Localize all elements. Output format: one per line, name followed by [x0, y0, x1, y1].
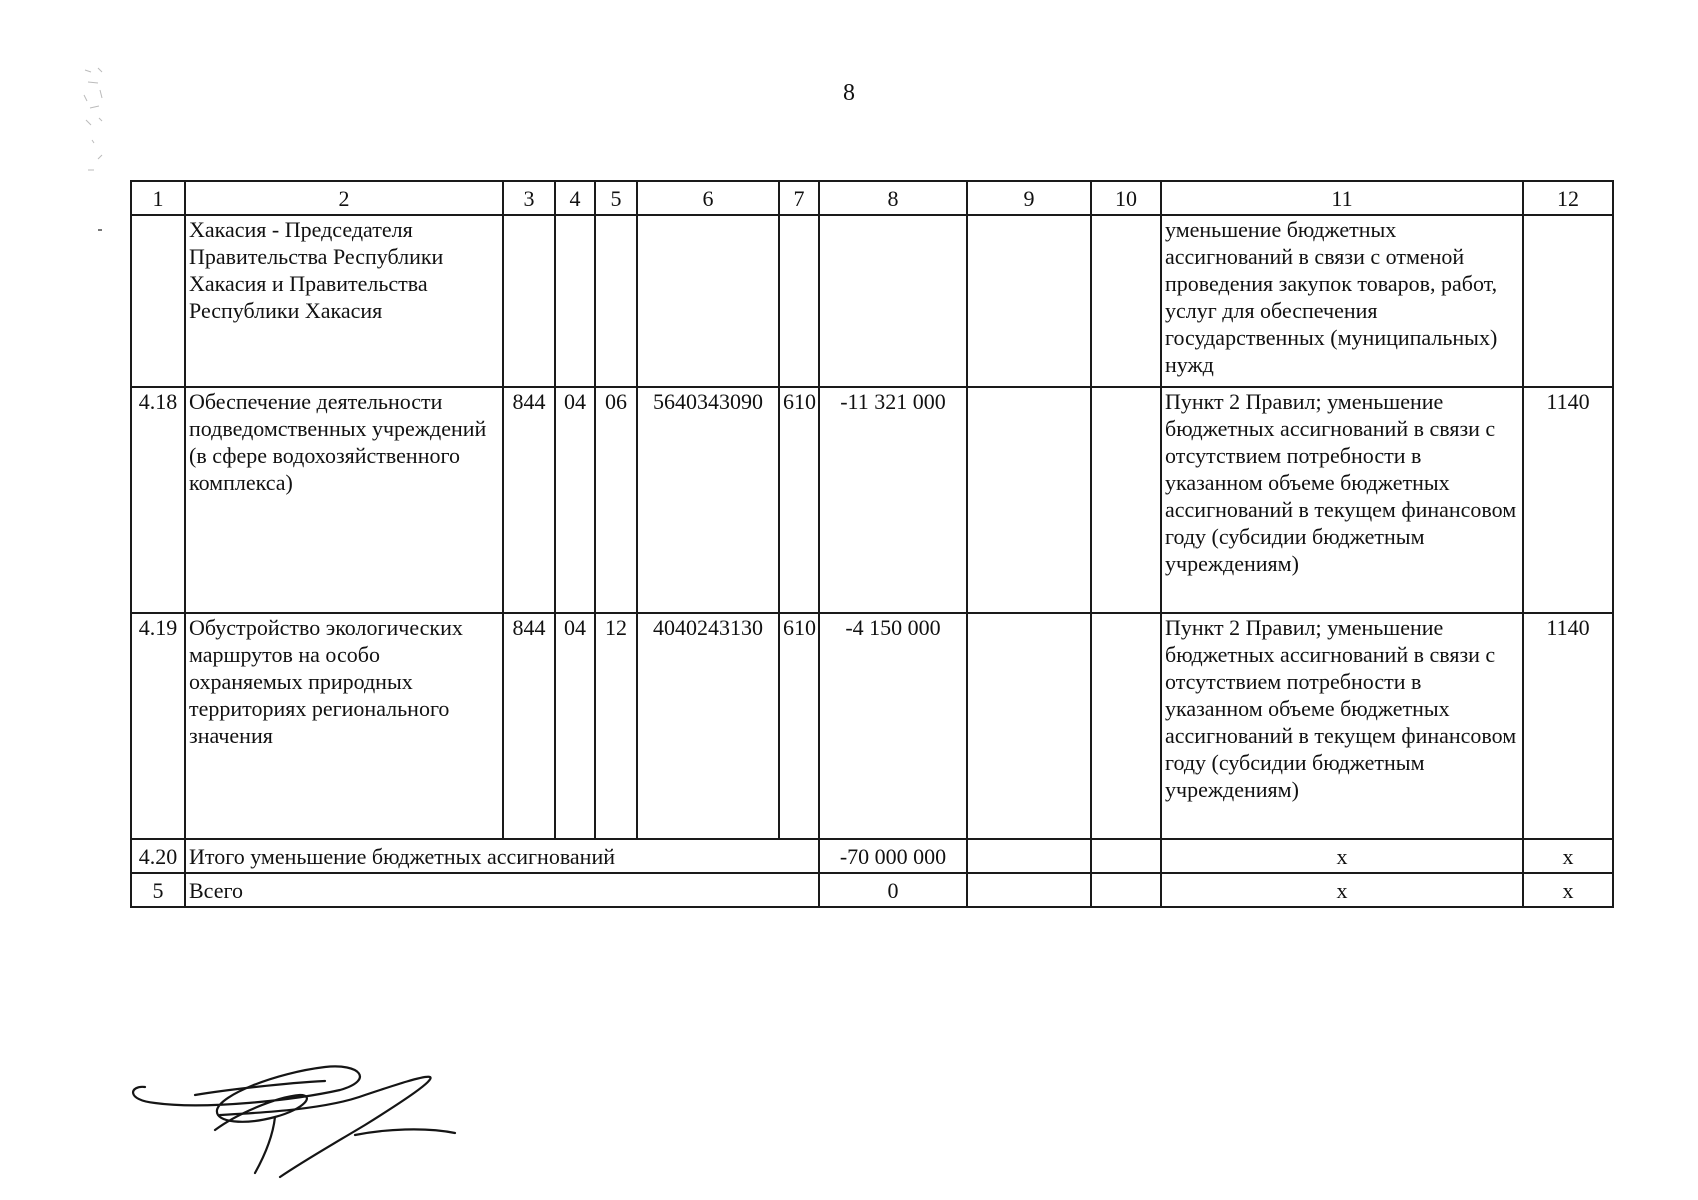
table-cell-name: Хакасия - Председателя Правительства Республики Хакасия и Правительства Республики Хакасия — [185, 215, 503, 387]
table-cell-code: 610 — [779, 613, 819, 839]
table-cell-number: 4.20 — [131, 839, 185, 873]
table-cell-number: 4.19 — [131, 613, 185, 839]
table-cell-justification: Пункт 2 Правил; уменьшение бюджетных ассигнований в связи с отсутствием потребности в указанном объеме бюджетных ассигнований в текущем финансовом году (субсидии бюджетным учреждениям) — [1161, 387, 1523, 613]
table-cell-number: 5 — [131, 873, 185, 907]
column-header: 2 — [185, 181, 503, 215]
table-cell — [131, 215, 185, 387]
column-header: 7 — [779, 181, 819, 215]
table-cell-amount: -70 000 000 — [819, 839, 967, 873]
table-cell-justification: х — [1161, 839, 1523, 873]
table-cell-amount: -4 150 000 — [819, 613, 967, 839]
table-cell-code: 1140 — [1523, 387, 1613, 613]
budget-table — [130, 180, 1614, 908]
table-cell — [637, 215, 779, 387]
column-header: 9 — [967, 181, 1091, 215]
table-cell — [967, 839, 1091, 873]
column-header: 3 — [503, 181, 555, 215]
table-row-total — [131, 839, 1613, 873]
table-cell-code: 844 — [503, 387, 555, 613]
table-cell — [1091, 387, 1161, 613]
table-cell-code: 610 — [779, 387, 819, 613]
column-header: 4 — [555, 181, 595, 215]
column-header: 12 — [1523, 181, 1613, 215]
table-cell-code: 4040243130 — [637, 613, 779, 839]
table-cell — [967, 613, 1091, 839]
table-cell-justification: х — [1161, 873, 1523, 907]
table-cell-justification: уменьшение бюджетных ассигнований в связи с отменой проведения закупок товаров, работ, услуг для обеспечения государственных (муниципальных) нужд — [1161, 215, 1523, 387]
table-cell-total-label: Итого уменьшение бюджетных ассигнований — [185, 839, 819, 873]
table-cell — [595, 215, 637, 387]
table-cell — [779, 215, 819, 387]
table-cell — [967, 387, 1091, 613]
column-header: 8 — [819, 181, 967, 215]
table-row — [131, 387, 1613, 613]
table-row-continuation — [131, 215, 1613, 387]
table-cell-code: 1140 — [1523, 613, 1613, 839]
table-cell — [503, 215, 555, 387]
table-cell-code: х — [1523, 839, 1613, 873]
table-cell-code: 12 — [595, 613, 637, 839]
table-cell-amount: -11 321 000 — [819, 387, 967, 613]
handwritten-signature — [125, 1055, 495, 1185]
table-cell — [555, 215, 595, 387]
column-header: 11 — [1161, 181, 1523, 215]
table-cell-name: Обустройство экологических маршрутов на особо охраняемых природных территориях регионального значения — [185, 613, 503, 839]
table-cell — [819, 215, 967, 387]
table-cell — [967, 215, 1091, 387]
table-cell — [1523, 215, 1613, 387]
scan-artifact-marks — [80, 60, 120, 240]
table-cell-justification: Пункт 2 Правил; уменьшение бюджетных ассигнований в связи с отсутствием потребности в указанном объеме бюджетных ассигнований в текущем финансовом году (субсидии бюджетным учреждениям) — [1161, 613, 1523, 839]
column-header: 1 — [131, 181, 185, 215]
table-cell — [1091, 215, 1161, 387]
page-number: 8 — [843, 80, 855, 106]
table-cell — [1091, 839, 1161, 873]
table-cell-code: 844 — [503, 613, 555, 839]
table-cell-name: Обеспечение деятельности подведомственных учреждений (в сфере водохозяйственного комплекса) — [185, 387, 503, 613]
table-cell — [1091, 873, 1161, 907]
table-cell-code: х — [1523, 873, 1613, 907]
table-cell-code: 5640343090 — [637, 387, 779, 613]
column-header: 6 — [637, 181, 779, 215]
table-row — [131, 613, 1613, 839]
column-header: 10 — [1091, 181, 1161, 215]
column-header: 5 — [595, 181, 637, 215]
table-cell — [967, 873, 1091, 907]
table-header-row — [131, 181, 1613, 215]
table-cell — [1091, 613, 1161, 839]
table-cell-total-label: Всего — [185, 873, 819, 907]
table-cell-number: 4.18 — [131, 387, 185, 613]
table-cell-code: 06 — [595, 387, 637, 613]
table-cell-code: 04 — [555, 613, 595, 839]
table-cell-code: 04 — [555, 387, 595, 613]
table-cell-amount: 0 — [819, 873, 967, 907]
table-row-grand-total — [131, 873, 1613, 907]
